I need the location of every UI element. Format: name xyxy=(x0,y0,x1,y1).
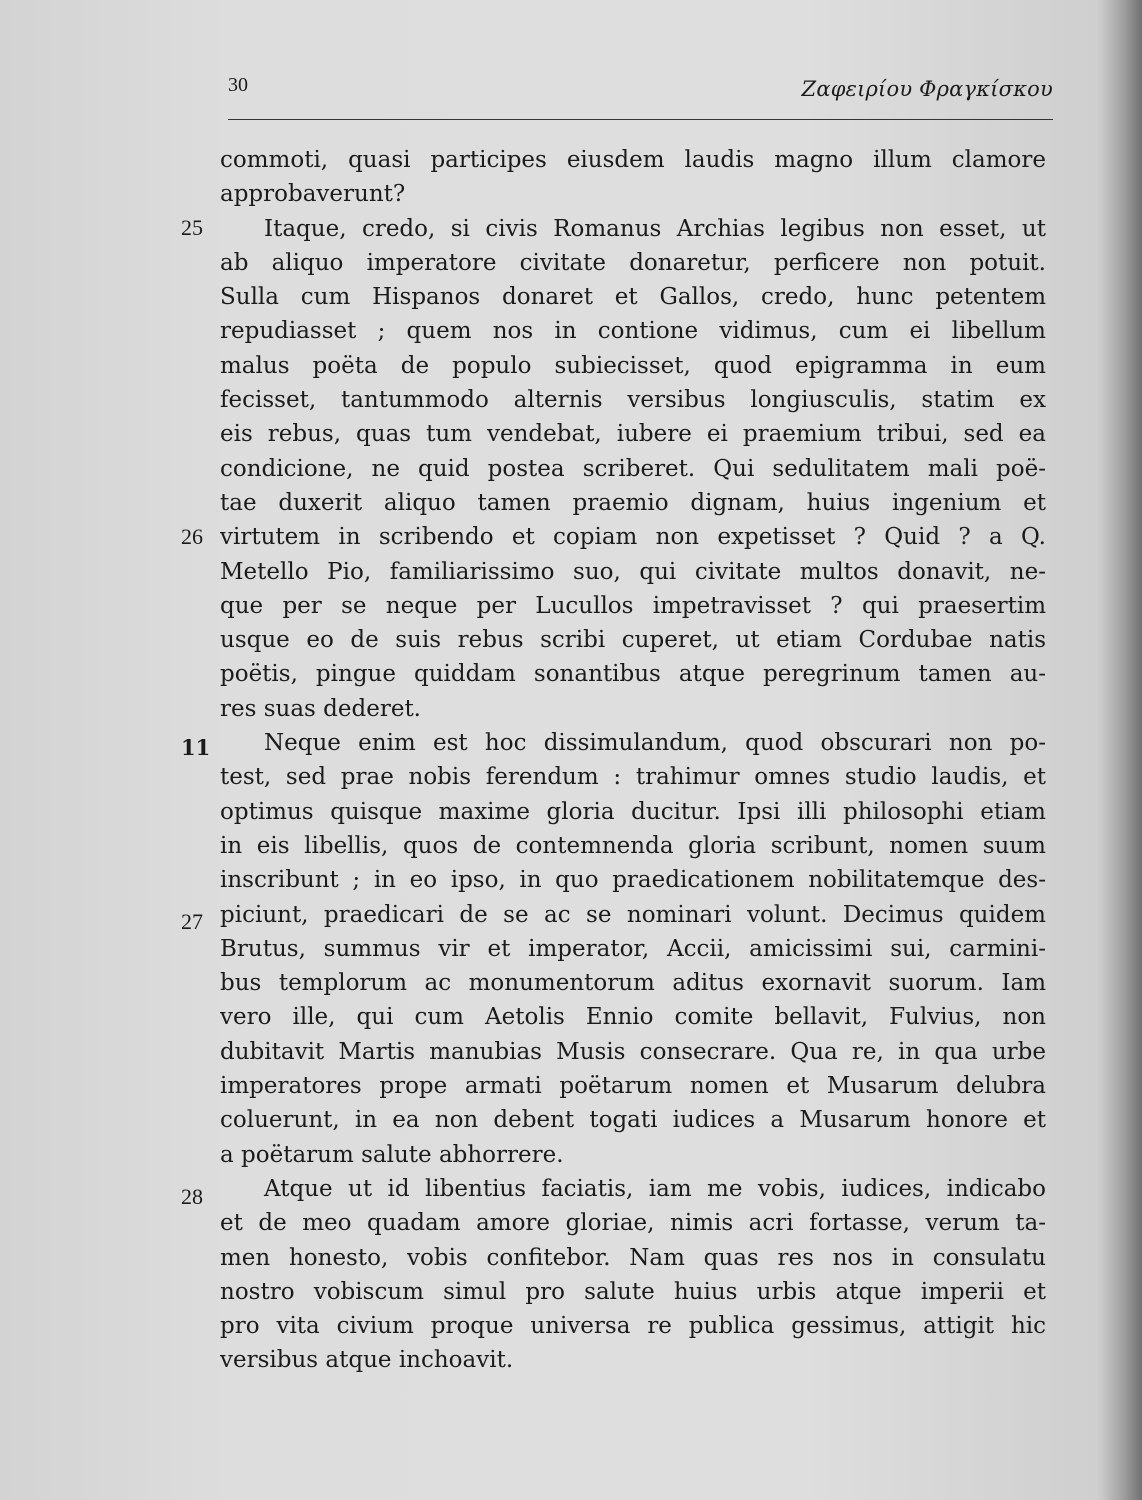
text-line: condicione, ne quid postea scriberet. Qui sedulitatem mali poë- xyxy=(220,455,1046,482)
text-line: tae duxerit aliquo tamen praemio dignam, huius ingenium et xyxy=(220,489,1046,516)
text-line: virtutem in scribendo et copiam non expetisset ? Quid ? a Q. xyxy=(220,524,1046,551)
text-line: piciunt, praedicari de se ac se nominari volunt. Decimus quidem xyxy=(220,901,1046,928)
text-line: Atque ut id libentius faciatis, iam me vobis, iudices, indicabo xyxy=(264,1175,1046,1202)
section-number-27: 27 xyxy=(181,909,203,934)
text-line: versibus atque inchoavit. xyxy=(220,1347,514,1374)
text-line: res suas dederet. xyxy=(220,695,421,722)
text-line: men honesto, vobis confitebor. Nam quas res nos in consulatu xyxy=(220,1244,1046,1271)
text-line: test, sed prae nobis ferendum : trahimur omnes studio laudis, et xyxy=(220,764,1046,791)
text-line: bus templorum ac monumentorum aditus exornavit suorum. Iam xyxy=(220,970,1046,997)
section-number-26: 26 xyxy=(181,524,203,549)
text-line: malus poëta de populo subiecisset, quod epigramma in eum xyxy=(220,352,1046,379)
text-line: Brutus, summus vir et imperator, Accii, amicissimi sui, carmini- xyxy=(220,935,1046,962)
text-line: Metello Pio, familiarissimo suo, qui civitate multos donavit, ne- xyxy=(220,558,1046,585)
section-number-25: 25 xyxy=(181,215,203,240)
text-line: eis rebus, quas tum vendebat, iubere ei praemium tribui, sed ea xyxy=(220,421,1046,448)
text-line: pro vita civium proque universa re publica gessimus, attigit hic xyxy=(220,1313,1046,1340)
text-line: nostro vobiscum simul pro salute huius urbis atque imperii et xyxy=(220,1278,1046,1305)
body-text xyxy=(220,143,1046,1378)
page-number: 30 xyxy=(228,74,248,96)
running-head: Ζαφειρίου Φραγκίσκου xyxy=(801,77,1053,101)
header-rule xyxy=(228,119,1053,120)
page-header xyxy=(228,74,1053,108)
text-line: optimus quisque maxime gloria ducitur. Ipsi illi philosophi etiam xyxy=(220,798,1046,825)
text-line: a poëtarum salute abhorrere. xyxy=(220,1141,564,1168)
text-line: Neque enim est hoc dissimulandum, quod obscurari non po- xyxy=(264,730,1046,757)
text-line: inscribunt ; in eo ipso, in quo praedicationem nobilitatemque des- xyxy=(220,867,1046,894)
text-line: fecisset, tantummodo alternis versibus longiusculis, statim ex xyxy=(220,387,1046,414)
text-line: poëtis, pingue quiddam sonantibus atque peregrinum tamen au- xyxy=(220,661,1046,688)
section-number-28: 28 xyxy=(181,1184,203,1209)
chapter-number-11: 11 xyxy=(181,735,211,760)
text-line: approbaverunt? xyxy=(220,181,406,208)
text-line: repudiasset ; quem nos in contione vidimus, cum ei libellum xyxy=(220,318,1046,345)
text-line: usque eo de suis rebus scribi cuperet, ut etiam Cordubae natis xyxy=(220,627,1046,654)
text-line: vero ille, qui cum Aetolis Ennio comite bellavit, Fulvius, non xyxy=(220,1004,1046,1031)
text-line: coluerunt, in ea non debent togati iudices a Musarum honore et xyxy=(220,1107,1046,1134)
text-line: et de meo quadam amore gloriae, nimis acri fortasse, verum ta- xyxy=(220,1210,1046,1237)
page-edge-shadow xyxy=(1102,0,1142,1500)
text-line: Sulla cum Hispanos donaret et Gallos, credo, hunc petentem xyxy=(220,284,1046,311)
text-line: Itaque, credo, si civis Romanus Archias legibus non esset, ut xyxy=(264,215,1046,242)
text-line: dubitavit Martis manubias Musis consecrare. Qua re, in qua urbe xyxy=(220,1038,1046,1065)
text-line: que per se neque per Lucullos impetravisset ? qui praesertim xyxy=(220,592,1046,619)
text-line: imperatores prope armati poëtarum nomen et Musarum delubra xyxy=(220,1073,1046,1100)
text-line: commoti, quasi participes eiusdem laudis magno illum clamore xyxy=(220,147,1046,173)
text-line: ab aliquo imperatore civitate donaretur, perficere non potuit. xyxy=(220,249,1046,276)
text-line: in eis libellis, quos de contemnenda gloria scribunt, nomen suum xyxy=(220,832,1046,859)
